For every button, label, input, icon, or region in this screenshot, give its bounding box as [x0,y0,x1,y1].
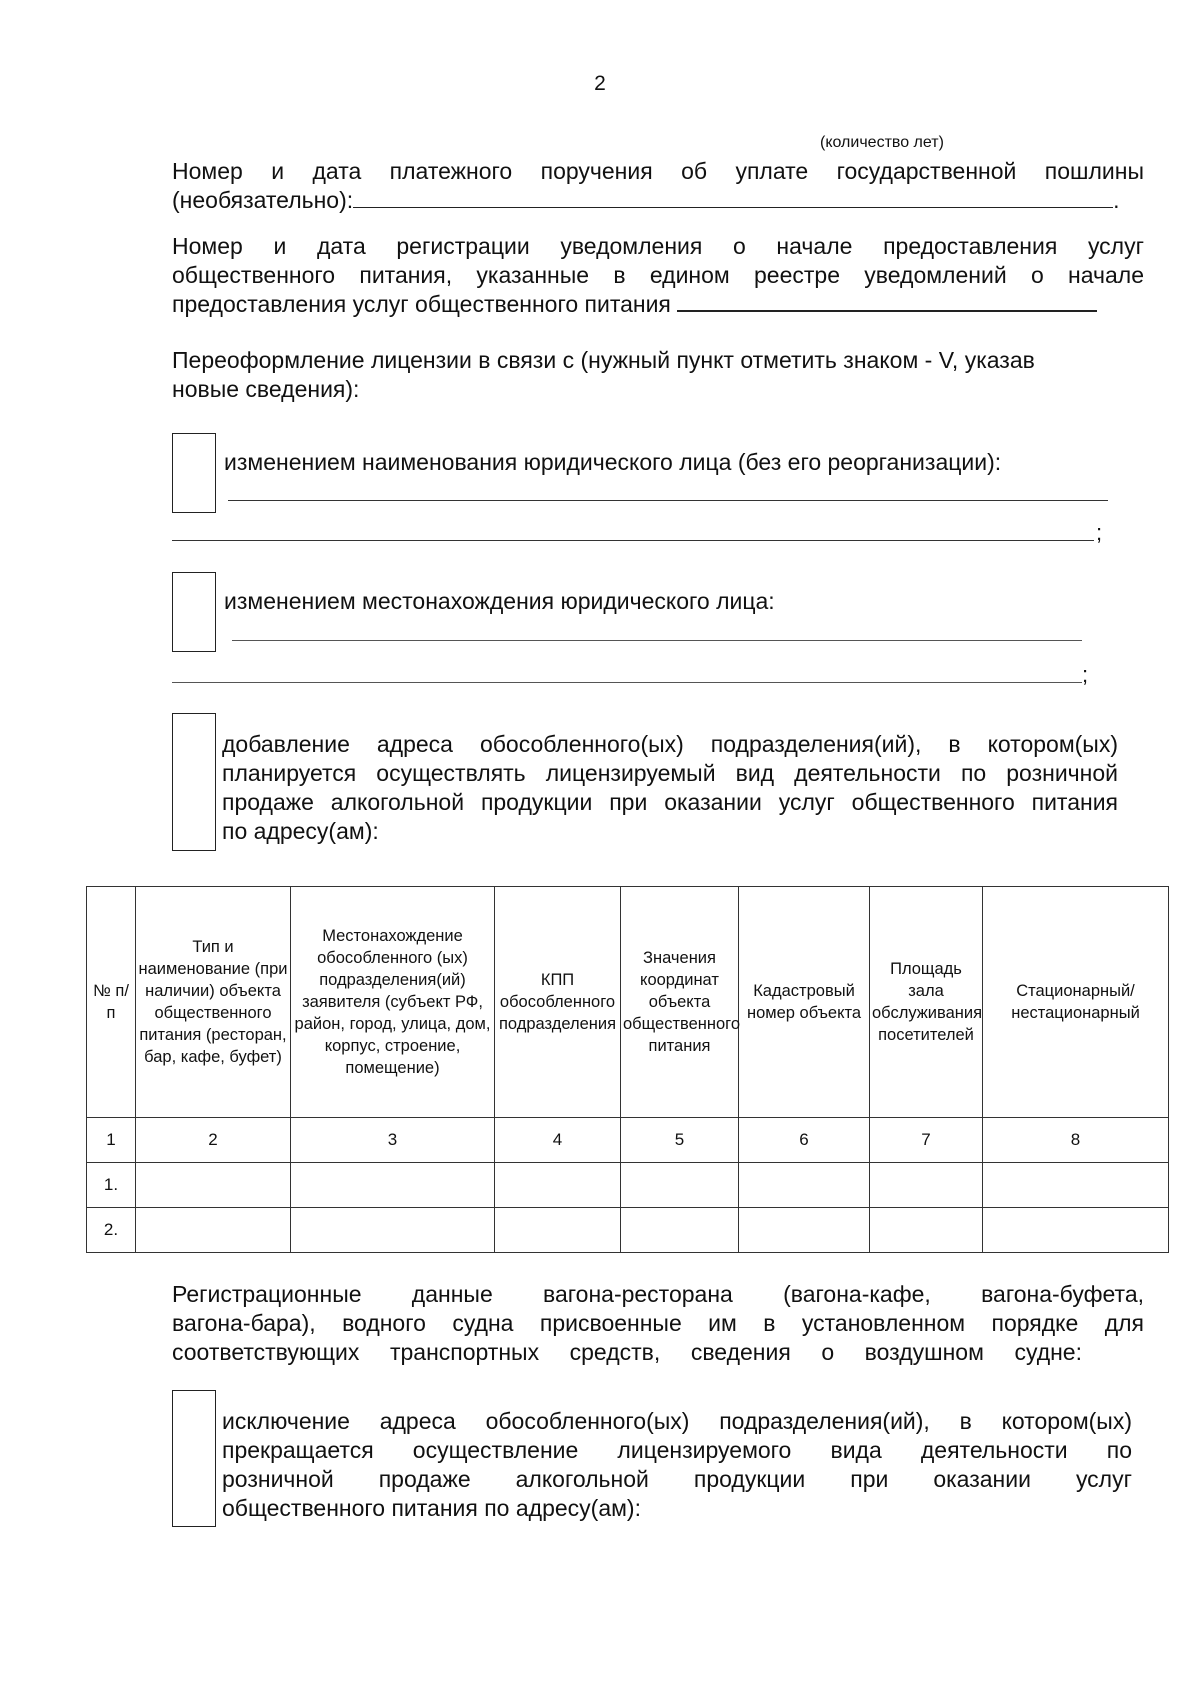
reissue-line-1: Переоформление лицензии в связи с (нужный пункт отметить знаком - V, указав [172,347,1035,373]
table-cell[interactable] [870,1208,983,1253]
notification-line-2: общественного питания, указанные в едином реестре уведомлений о начале [172,262,1144,288]
table-cell[interactable] [739,1208,870,1253]
payment-line-1: Номер и дата платежного поручения об уплате государственной пошлины [172,158,1144,184]
location-change-field-1[interactable] [232,640,1082,641]
exclude-address-line-4: общественного питания по адресу(ам): [222,1495,641,1521]
notification-line-3 [172,290,1152,319]
location-change-field-2[interactable] [172,682,1082,683]
add-address-line-4: по адресу(ам): [222,818,379,844]
table-row [87,1208,1169,1253]
header-location: Местонахождение обособленного (ых) подразделения(ий) заявителя (субъект РФ, район, город, улица, дом, корпус, строение, помещение) [291,887,495,1118]
subdivisions-table [86,886,1169,1253]
registration-line-1: Регистрационные данные вагона-ресторана (вагона-кафе, вагона-буфета, [172,1281,1144,1307]
add-address-line-2: планируется осуществлять лицензируемый вид деятельности по розничной [222,760,1118,786]
add-address-line-1: добавление адреса обособленного(ых) подразделения(ий), в котором(ых) [222,731,1118,757]
name-change-checkbox[interactable] [172,433,216,513]
years-note: (количество лет) [820,134,944,151]
table-cell[interactable] [870,1163,983,1208]
exclude-address-line-2: прекращается осуществление лицензируемого вида деятельности по [222,1437,1132,1463]
name-change-field-1[interactable] [228,500,1108,501]
payment-end: . [1113,187,1120,213]
notification-field[interactable] [677,290,1097,312]
column-number: 7 [870,1118,983,1163]
column-numbering-row [87,1118,1169,1163]
row-number: 2. [87,1208,136,1253]
table-cell[interactable] [983,1208,1169,1253]
add-address-checkbox[interactable] [172,713,216,851]
registration-line-2: вагона-бара), водного судна присвоенные им в установленном порядке для [172,1310,1144,1336]
table-cell[interactable] [495,1208,621,1253]
column-number: 4 [495,1118,621,1163]
reissue-line-2: новые сведения): [172,376,360,402]
column-number: 1 [87,1118,136,1163]
header-kpp: КПП обособленного подразделения [495,887,621,1118]
table-header-row [87,887,1169,1118]
location-change-label: изменением местонахождения юридического лица: [224,588,775,614]
column-number: 3 [291,1118,495,1163]
name-change-label: изменением наименования юридического лица (без его реорганизации): [224,449,1002,475]
exclude-address-checkbox[interactable] [172,1390,216,1527]
header-coordinates: Значения координат объекта общественного питания [621,887,739,1118]
header-object-type: Тип и наименование (при наличии) объекта общественного питания (ресторан, бар, кафе, буфет) [136,887,291,1118]
table-row [87,1163,1169,1208]
column-number: 5 [621,1118,739,1163]
payment-line-2 [172,186,1144,215]
name-change-field-2[interactable] [172,540,1094,541]
table-cell[interactable] [621,1163,739,1208]
table-cell[interactable] [136,1208,291,1253]
location-change-end: ; [1082,662,1089,687]
table-cell[interactable] [739,1163,870,1208]
exclude-address-line-3: розничной продаже алкогольной продукции при оказании услуг [222,1466,1132,1492]
table-cell[interactable] [136,1163,291,1208]
page-number: 2 [594,72,606,95]
registration-line-3: соответствующих транспортных средств, сведения о воздушном судне: [172,1339,1082,1365]
notification-line-3-text: предоставления услуг общественного питания [172,291,671,317]
column-number: 6 [739,1118,870,1163]
payment-optional-label: (необязательно): [172,187,354,213]
table-cell[interactable] [983,1163,1169,1208]
header-cadastral-number: Кадастровый номер объекта [739,887,870,1118]
exclude-address-line-1: исключение адреса обособленного(ых) подразделения(ий), в котором(ых) [222,1408,1132,1434]
name-change-end: ; [1096,520,1103,545]
column-number: 8 [983,1118,1169,1163]
column-number: 2 [136,1118,291,1163]
location-change-checkbox[interactable] [172,572,216,652]
table-cell[interactable] [291,1163,495,1208]
notification-line-1: Номер и дата регистрации уведомления о начале предоставления услуг [172,233,1144,259]
payment-field[interactable] [353,187,1113,208]
add-address-line-3: продаже алкогольной продукции при оказании услуг общественного питания [222,789,1118,815]
row-number: 1. [87,1163,136,1208]
header-hall-area: Площадь зала обслуживания посетителей [870,887,983,1118]
table-cell[interactable] [291,1208,495,1253]
header-number: № п/п [87,887,136,1118]
header-stationary: Стационарный/ нестационарный [983,887,1169,1118]
table-cell[interactable] [495,1163,621,1208]
table-cell[interactable] [621,1208,739,1253]
